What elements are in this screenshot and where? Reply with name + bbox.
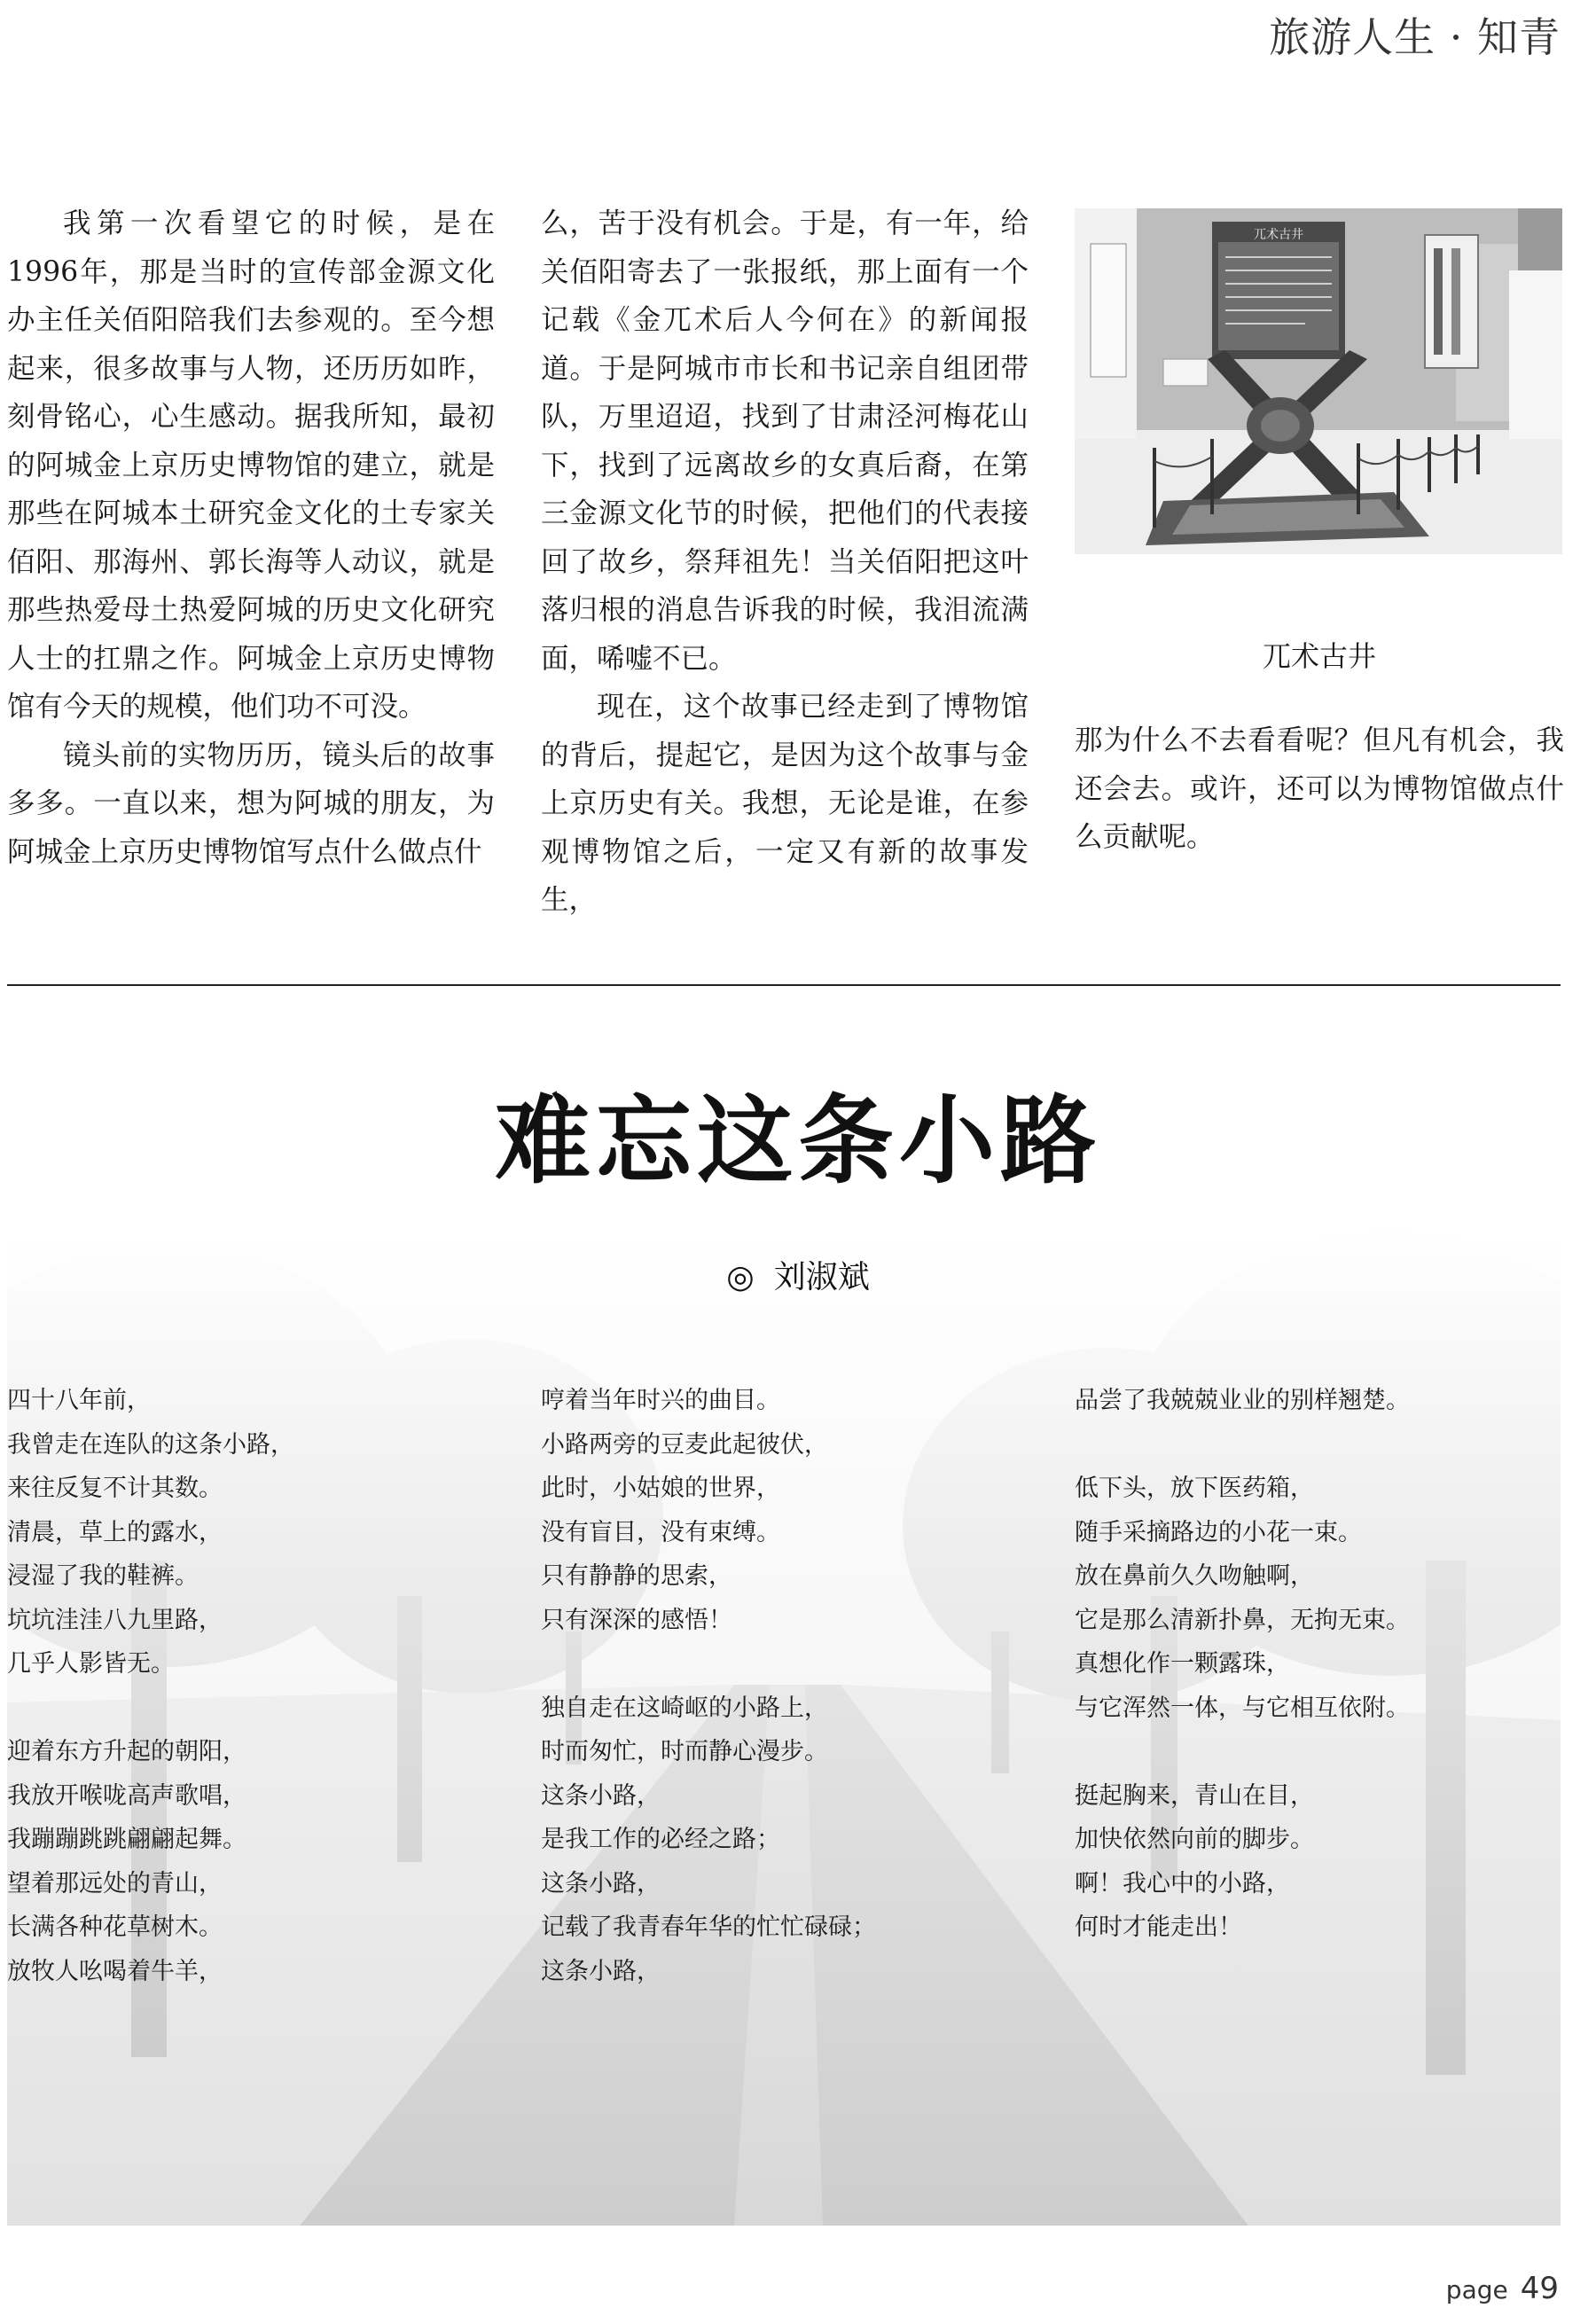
article-column-1 (7, 200, 495, 876)
stanza-gap (541, 1642, 876, 1686)
poem-line: 坑坑洼洼八九里路， (7, 1606, 223, 1634)
page-footer (1446, 2271, 1559, 2306)
poem-line: 迎着东方升起的朝阳， (7, 1738, 246, 1765)
poem-line: 我蹦蹦跳跳翩翩起舞。 (7, 1826, 246, 1853)
poem-line: 这条小路， (541, 1869, 661, 1898)
well-photo (1075, 208, 1562, 554)
poem-column-3 (1075, 1379, 1410, 1950)
paragraph: 那为什么不去看看呢？但凡有机会，我还会去。或许，还可以为博物馆做点什么贡献呢。 (1075, 724, 1564, 853)
poem-line: 没有盲目，没有束缚。 (541, 1518, 780, 1546)
poem-line: 来往反复不计其数。 (7, 1475, 223, 1502)
poem-line: 随手采摘路边的小花一束。 (1075, 1518, 1362, 1546)
poem-line: 时而匆忙，时而静心漫步。 (541, 1738, 828, 1765)
poem-line: 这条小路， (541, 1957, 661, 1985)
poem-line: 何时才能走出！ (1075, 1913, 1242, 1941)
paragraph: 我第一次看望它的时候，是在1996年，那是当时的宣传部金源文化办主任关佰阳陪我们去参观的。至今想起来，很多故事与人物，还历历如昨，刻骨铭心，心生感动。据我所知，最初的阿城金上京历史博物馆的建立，就是那些在阿城本土研究金文化的土专家关佰阳、那海州、郭长海等人动议，就是那些热爱母土热爱阿城的历史文化研究人士的扛鼎之作。阿城金上京历史博物馆有今天的规模，他们功不可没。 (7, 207, 495, 723)
well-sign-text: 兀术古井 (1254, 228, 1303, 242)
stanza-gap (1075, 1730, 1410, 1774)
author-name: 刘淑斌 (773, 1259, 870, 1295)
paragraph: 现在，这个故事已经走到了博物馆的背后，提起它，是因为这个故事与金上京历史有关。我想，无论是谁，在参观博物馆之后，一定又有新的故事发生， (541, 691, 1029, 916)
paragraph: 镜头前的实物历历，镜头后的故事多多。一直以来，想为阿城的朋友，为阿城金上京历史博物馆写点什么做点什 (7, 739, 495, 868)
poem-line: 小路两旁的豆麦此起彼伏， (541, 1430, 828, 1459)
poem-line: 浸湿了我的鞋裤。 (7, 1562, 199, 1590)
page-number: 49 (1520, 2271, 1559, 2306)
poem-line: 加快依然向前的脚步。 (1075, 1826, 1314, 1853)
section-divider (7, 984, 1561, 986)
poem-line: 哼着当年时兴的曲目。 (541, 1387, 780, 1414)
page-label: page (1445, 2275, 1508, 2304)
poem-line: 这条小路， (541, 1781, 661, 1810)
article-title: 难忘这条小路 (494, 1086, 1101, 1197)
poem-column-2 (541, 1379, 876, 1993)
author-mark-icon: ◎ (726, 1259, 755, 1295)
paragraph: 么，苦于没有机会。于是，有一年，给关佰阳寄去了一张报纸，那上面有一个记载《金兀术后人今何在》的新闻报道。于是阿城市市长和书记亲自组团带队，万里迢迢，找到了甘肃泾河梅花山下，找到了远离故乡的女真后裔，在第三金源文化节的时候，把他们的代表接回了故乡，祭拜祖先！当关佰阳把这叶落归根的消息告诉我的时候，我泪流满面，唏嘘不已。 (541, 207, 1029, 675)
poem-line: 真想化作一颗露珠， (1075, 1650, 1290, 1678)
poem-line: 它是那么清新扑鼻，无拘无束。 (1075, 1606, 1410, 1634)
poem-line: 是我工作的必经之路； (541, 1826, 780, 1853)
poem-line: 望着那远处的青山， (7, 1869, 223, 1898)
article-column-2 (541, 200, 1029, 925)
photo-caption: 兀术古井 (1262, 639, 1376, 673)
poem-line: 我放开喉咙高声歌唱， (7, 1781, 246, 1810)
stanza-gap (7, 1686, 294, 1731)
article-column-3 (1075, 716, 1564, 862)
poem-line: 放在鼻前久久吻触啊， (1075, 1562, 1314, 1590)
poem-line: 清晨，草上的露水， (7, 1518, 223, 1546)
well-photo-illustration (1075, 208, 1562, 554)
poem-line: 啊！我心中的小路， (1075, 1869, 1290, 1898)
poem-line: 挺起胸来，青山在目， (1075, 1781, 1314, 1810)
poem-column-1 (7, 1379, 294, 1993)
poem-line: 几乎人影皆无。 (7, 1650, 175, 1678)
poem-line: 低下头，放下医药箱， (1075, 1475, 1314, 1502)
poem-line: 只有深深的感悟！ (541, 1606, 732, 1634)
stanza-gap (1075, 1423, 1410, 1467)
poem-line: 记载了我青春年华的忙忙碌碌； (541, 1913, 876, 1941)
section-header: 旅游人生 · 知青 (1269, 13, 1561, 61)
poem-line: 只有静静的思索， (541, 1562, 732, 1590)
author-line (0, 1252, 1596, 1297)
poem-line: 独自走在这崎岖的小路上， (541, 1694, 828, 1722)
poem-line: 与它浑然一体，与它相互依附。 (1075, 1694, 1410, 1722)
poem-line: 此时，小姑娘的世界， (541, 1475, 780, 1502)
poem-line: 长满各种花草树木。 (7, 1913, 223, 1941)
poem-line: 放牧人吆喝着牛羊， (7, 1957, 223, 1985)
poem-line: 四十八年前， (7, 1387, 151, 1414)
poem-line: 品尝了我兢兢业业的别样翘楚。 (1075, 1387, 1410, 1414)
poem-line: 我曾走在连队的这条小路， (7, 1430, 294, 1459)
